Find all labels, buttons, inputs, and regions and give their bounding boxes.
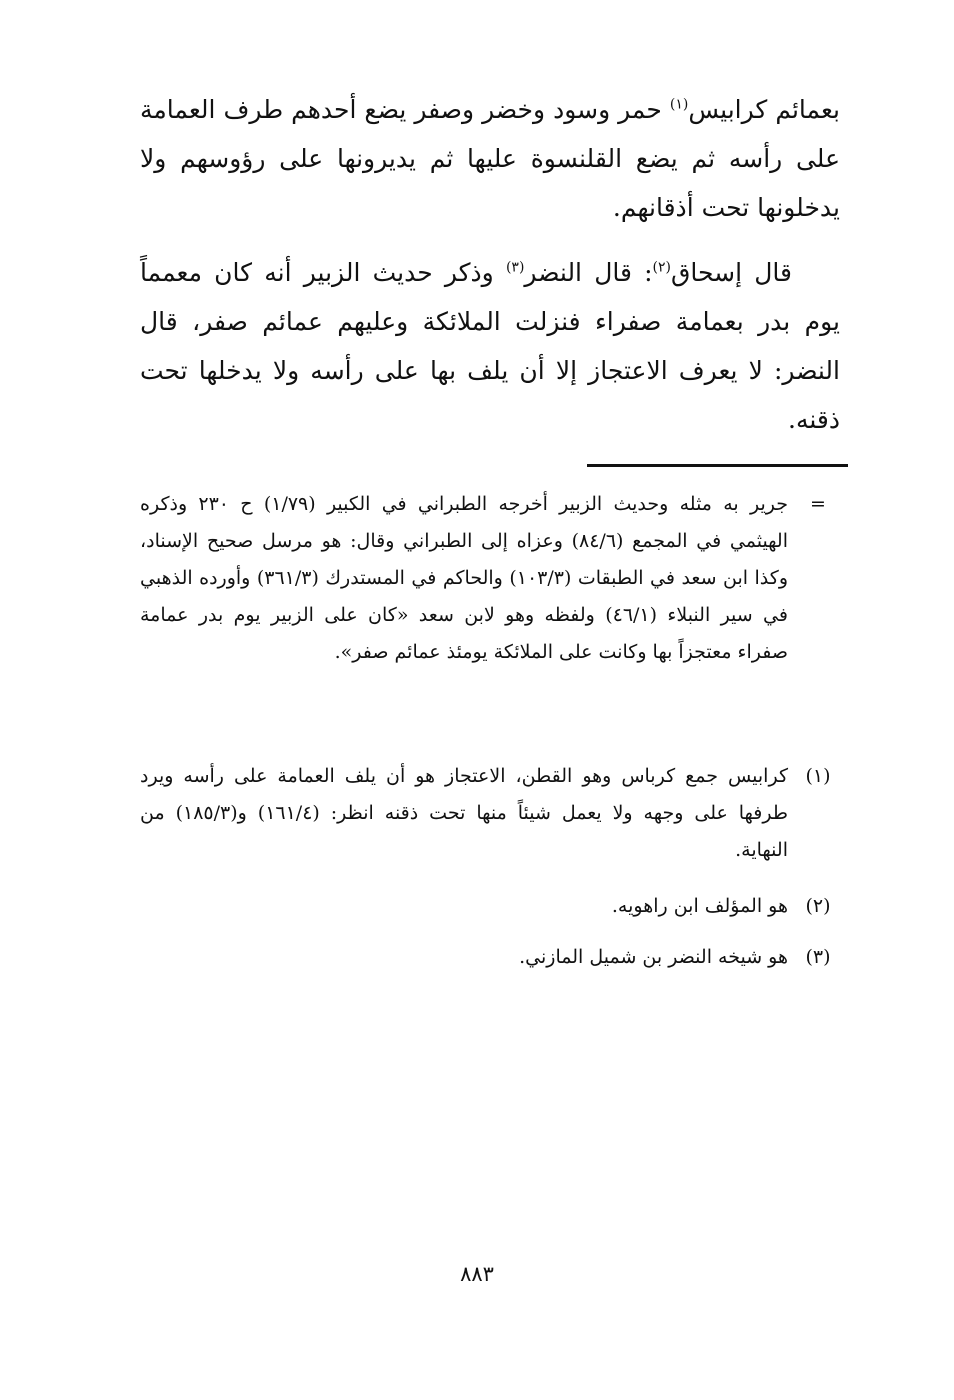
main-paragraph-1: [140, 85, 840, 232]
footnote-separator: [587, 464, 848, 467]
footnote-continuation: [140, 486, 840, 671]
footnote-item: [140, 758, 840, 869]
footnote-2: [140, 888, 840, 925]
text-run: قال إسحاق: [671, 258, 792, 287]
footnote-item: [140, 939, 840, 976]
footnote-reference: (١): [669, 96, 689, 113]
footnote-1: [140, 758, 840, 869]
footnote-reference: (٢): [652, 259, 672, 276]
footnote-3: [140, 939, 840, 976]
paragraph-text: [140, 85, 840, 232]
paragraph-text: [140, 248, 840, 444]
text-run: : قال النضر: [524, 258, 653, 287]
footnote-marker: =: [810, 493, 826, 515]
footnote-text: هو المؤلف ابن راهويه.: [611, 895, 788, 917]
text-run: وذكر حديث الزبير أنه كان معمماً يوم بدر بعمامة صفراء فنزلت الملائكة وعليهم عمائم صفر، قال النضر: لا يعرف الاعتجاز إلا أن يلف بها على رأسه ولا يدخلها تحت ذقنه.: [140, 258, 840, 434]
footnote-marker: (١): [805, 765, 831, 787]
footnote-text: كرابيس جمع كرباس وهو القطن، الاعتجاز هو أن يلف العمامة على رأسه ويرد طرفها على وجهه ولا يعمل شيئاً منها تحت ذقنه انظر: (١٦١/٤) و(١٨٥/٣) من النهاية.: [140, 765, 788, 861]
footnote-item: [140, 888, 840, 925]
footnote-reference: (٣): [505, 259, 525, 276]
footnote-marker: (٣): [805, 946, 831, 968]
main-paragraph-2: [140, 248, 840, 444]
footnote-marker: (٢): [805, 895, 831, 917]
text-run: حمر وسود وخضر وصفر يضع أحدهم طرف العمامة على رأسه ثم يضع القلنسوة عليها ثم يديرونها على رؤوسهم ولا يدخلونها تحت أذقانهم.: [140, 95, 840, 222]
page-number: ٨٨٣: [460, 1262, 494, 1286]
footnote-text: هو شيخه النضر بن شميل المازني.: [519, 946, 788, 968]
footnote-item: [140, 486, 840, 671]
text-run: بعمائم كرابيس: [688, 95, 841, 124]
footnote-text: جرير به مثله وحديث الزبير أخرجه الطبراني في الكبير (١/٧٩) ح ٢٣٠ وذكره الهيثمي في المجمع (٨٤/٦) وعزاه إلى الطبراني وقال: هو مرسل صحيح الإسناد، وكذا ابن سعد في الطبقات (١٠٣/٣) والحاكم في المستدرك (٣٦١/٣) وأورده الذهبي في سير النبلاء (٤٦/١) ولفظه وهو لابن سعد «كان على الزبير يوم بدر عمامة صفراء معتجزاً بها وكانت على الملائكة يومئذ عمائم صفر».: [140, 493, 788, 663]
